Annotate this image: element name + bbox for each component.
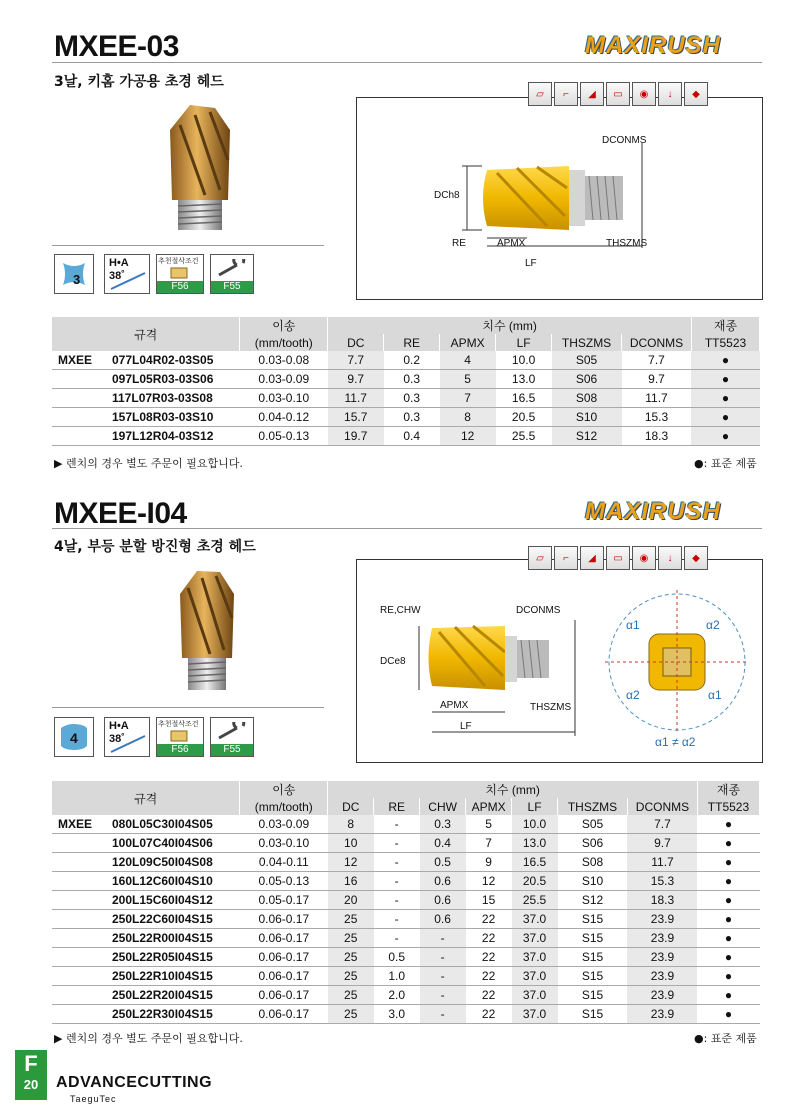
table-row bbox=[52, 967, 760, 986]
cell-re: 1.0 bbox=[374, 967, 420, 986]
label-thszms: THSZMS bbox=[530, 702, 572, 713]
cell-chw: 0.3 bbox=[420, 815, 466, 834]
table-row bbox=[52, 370, 760, 389]
cell-dconms: 23.9 bbox=[627, 929, 697, 948]
label-re: RE bbox=[452, 238, 466, 249]
cell-tt5523: ● bbox=[691, 389, 759, 408]
cell-chw: - bbox=[420, 1005, 466, 1024]
ramping-icon: ◢ bbox=[580, 82, 604, 106]
spec-code bbox=[52, 1005, 240, 1024]
spec-code-value: 097L05R03-03S06 bbox=[112, 372, 214, 386]
divider bbox=[52, 245, 324, 246]
cell-dc: 7.7 bbox=[328, 351, 384, 370]
label-dconms: DCONMS bbox=[516, 605, 561, 616]
shoulder-icon: ⌐ bbox=[554, 546, 578, 570]
label-thszms: THSZMS bbox=[606, 238, 648, 249]
condition-ref-f56: F56 bbox=[157, 281, 203, 293]
cell-thszms: S15 bbox=[558, 948, 628, 967]
cell-dconms: 18.3 bbox=[627, 891, 697, 910]
cutting-condition-icon bbox=[156, 717, 204, 757]
section1-title: MXEE-03 bbox=[54, 30, 179, 63]
cell-chw: 0.4 bbox=[420, 834, 466, 853]
cell-thszms: S15 bbox=[558, 967, 628, 986]
spec-code-value: 157L08R03-03S10 bbox=[112, 410, 214, 424]
spec-code bbox=[52, 910, 240, 929]
feed-value: 0.04-0.11 bbox=[240, 853, 328, 872]
feed-value: 0.05-0.17 bbox=[240, 891, 328, 910]
wrench-note-2: ▶ 렌치의 경우 별도 주문이 필요합니다. bbox=[54, 1032, 243, 1045]
table-row bbox=[52, 872, 760, 891]
cell-lf: 37.0 bbox=[512, 929, 558, 948]
cell-thszms: S12 bbox=[552, 427, 622, 446]
cell-lf: 25.5 bbox=[512, 891, 558, 910]
condition-ref-f56: F56 bbox=[157, 744, 203, 756]
feed-value: 0.03-0.09 bbox=[240, 815, 328, 834]
table-row bbox=[52, 929, 760, 948]
flute-count: 4 bbox=[70, 730, 78, 746]
label-apmx: APMX bbox=[440, 700, 469, 711]
cell-apmx: 15 bbox=[466, 891, 512, 910]
face-milling-icon: ▭ bbox=[606, 82, 630, 106]
feed-value: 0.05-0.13 bbox=[240, 427, 328, 446]
brand-sub: TaeguTec bbox=[70, 1094, 117, 1104]
cell-dconms: 11.7 bbox=[627, 853, 697, 872]
feed-value: 0.03-0.09 bbox=[240, 370, 328, 389]
spec-code bbox=[52, 815, 240, 834]
cell-re: 2.0 bbox=[374, 986, 420, 1005]
col-lf: LF bbox=[512, 798, 558, 815]
cell-dconms: 23.9 bbox=[627, 1005, 697, 1024]
col-grade: TT5523 bbox=[697, 798, 759, 815]
cell-dconms: 9.7 bbox=[627, 834, 697, 853]
cell-dconms: 18.3 bbox=[622, 427, 692, 446]
col-lf: LF bbox=[496, 334, 552, 351]
spec-prefix: MXEE bbox=[58, 353, 93, 367]
cell-apmx: 22 bbox=[466, 929, 512, 948]
spec-code bbox=[52, 929, 240, 948]
cell-chw: - bbox=[420, 986, 466, 1005]
cell-lf: 37.0 bbox=[512, 948, 558, 967]
cell-dconms: 9.7 bbox=[622, 370, 692, 389]
cell-apmx: 12 bbox=[440, 427, 496, 446]
table-row bbox=[52, 853, 760, 872]
cell-lf: 37.0 bbox=[512, 986, 558, 1005]
logo-text: MAXIRUSH bbox=[585, 32, 722, 59]
cell-tt5523: ● bbox=[697, 872, 759, 891]
label-re-chw: RE,CHW bbox=[380, 605, 421, 616]
cell-dc: 15.7 bbox=[328, 408, 384, 427]
header-grade: 재종 bbox=[691, 317, 759, 334]
cell-apmx: 22 bbox=[466, 948, 512, 967]
spec-code-value: 197L12R04-03S12 bbox=[112, 429, 214, 443]
cell-dconms: 23.9 bbox=[627, 986, 697, 1005]
cell-thszms: S10 bbox=[558, 872, 628, 891]
wrench-note-1: ▶ 렌치의 경우 별도 주문이 필요합니다. bbox=[54, 457, 243, 470]
cell-re: 0.5 bbox=[374, 948, 420, 967]
cell-dc: 16 bbox=[328, 872, 374, 891]
cell-re: - bbox=[374, 872, 420, 891]
cell-chw: - bbox=[420, 967, 466, 986]
col-grade: TT5523 bbox=[691, 334, 759, 351]
cell-lf: 37.0 bbox=[512, 967, 558, 986]
alpha-inequality: α1 ≠ α2 bbox=[655, 735, 696, 749]
spec-prefix: MXEE bbox=[58, 817, 93, 831]
helix-angle: 38˚ bbox=[109, 270, 125, 282]
cell-re: - bbox=[374, 929, 420, 948]
maxirush-logo bbox=[585, 32, 765, 60]
product-image-mxee03 bbox=[160, 100, 240, 235]
feed-value: 0.03-0.10 bbox=[240, 389, 328, 408]
flute-count: 3 bbox=[73, 272, 81, 287]
feed-value: 0.04-0.12 bbox=[240, 408, 328, 427]
spec-table-2 bbox=[52, 781, 760, 1024]
col-re: RE bbox=[374, 798, 420, 815]
cell-chw: 0.5 bbox=[420, 853, 466, 872]
cell-re: - bbox=[374, 910, 420, 929]
brand-logo: ADVANCECUTTING bbox=[56, 1074, 213, 1091]
cell-thszms: S06 bbox=[552, 370, 622, 389]
divider bbox=[52, 62, 762, 63]
diagram-drawing-2 bbox=[357, 560, 760, 760]
cell-thszms: S08 bbox=[558, 853, 628, 872]
cell-tt5523: ● bbox=[691, 408, 759, 427]
cell-re: 0.3 bbox=[384, 389, 440, 408]
cell-chw: 0.6 bbox=[420, 891, 466, 910]
section1-subtitle: 3날, 키홈 가공용 초경 헤드 bbox=[54, 74, 224, 90]
cell-re: 3.0 bbox=[374, 1005, 420, 1024]
cell-apmx: 22 bbox=[466, 1005, 512, 1024]
cell-tt5523: ● bbox=[691, 370, 759, 389]
cell-re: - bbox=[374, 891, 420, 910]
spec-code-value: 117L07R03-03S08 bbox=[112, 391, 213, 405]
cell-dc: 12 bbox=[328, 853, 374, 872]
spec-code-value: 250L22R05I04S15 bbox=[112, 950, 213, 964]
cell-re: 0.3 bbox=[384, 370, 440, 389]
cell-re: 0.3 bbox=[384, 408, 440, 427]
feed-value: 0.05-0.13 bbox=[240, 872, 328, 891]
cell-dc: 25 bbox=[328, 1005, 374, 1024]
cell-thszms: S06 bbox=[558, 834, 628, 853]
cell-thszms: S08 bbox=[552, 389, 622, 408]
table-row bbox=[52, 891, 760, 910]
wrench-icon bbox=[210, 254, 254, 294]
spec-code bbox=[52, 986, 240, 1005]
cell-apmx: 8 bbox=[440, 408, 496, 427]
spec-table-2-body bbox=[52, 815, 760, 1024]
cell-lf: 10.0 bbox=[512, 815, 558, 834]
cell-chw: 0.6 bbox=[420, 910, 466, 929]
spec-code bbox=[52, 948, 240, 967]
cell-dconms: 23.9 bbox=[627, 948, 697, 967]
cell-dc: 20 bbox=[328, 891, 374, 910]
spec-code-value: 200L15C60I04S12 bbox=[112, 893, 213, 907]
spec-code bbox=[52, 872, 240, 891]
flute-count-icon bbox=[54, 717, 94, 757]
flute-count-icon bbox=[54, 254, 94, 294]
cell-apmx: 4 bbox=[440, 351, 496, 370]
cell-tt5523: ● bbox=[697, 815, 759, 834]
table-row bbox=[52, 834, 760, 853]
spec-code-value: 250L22R00I04S15 bbox=[112, 931, 213, 945]
cell-re: 0.2 bbox=[384, 351, 440, 370]
spec-code bbox=[52, 967, 240, 986]
spec-code-value: 250L22R20I04S15 bbox=[112, 988, 213, 1002]
plunge-icon: ↓ bbox=[658, 546, 682, 570]
cell-dconms: 11.7 bbox=[622, 389, 692, 408]
cell-lf: 13.0 bbox=[512, 834, 558, 853]
cell-lf: 16.5 bbox=[512, 853, 558, 872]
label-dc: DCe8 bbox=[380, 656, 406, 667]
cell-re: - bbox=[374, 853, 420, 872]
spec-code bbox=[52, 891, 240, 910]
spec-code bbox=[52, 408, 240, 427]
alpha2-bottom: α2 bbox=[626, 688, 640, 702]
cell-tt5523: ● bbox=[691, 427, 759, 446]
cell-apmx: 22 bbox=[466, 986, 512, 1005]
cell-thszms: S05 bbox=[552, 351, 622, 370]
cell-lf: 37.0 bbox=[512, 1005, 558, 1024]
cell-re: - bbox=[374, 834, 420, 853]
wrench-icon bbox=[210, 717, 254, 757]
cell-apmx: 5 bbox=[440, 370, 496, 389]
spec-code bbox=[52, 351, 240, 370]
label-lf: LF bbox=[525, 258, 537, 269]
slotting-icon: ▱ bbox=[528, 546, 552, 570]
table-row bbox=[52, 351, 760, 370]
cell-tt5523: ● bbox=[697, 910, 759, 929]
cell-dc: 25 bbox=[328, 948, 374, 967]
product-image-mxeei04 bbox=[172, 566, 242, 696]
cell-tt5523: ● bbox=[691, 351, 759, 370]
cell-dc: 25 bbox=[328, 910, 374, 929]
diagram-drawing-1 bbox=[357, 98, 760, 297]
logo-text: MAXIRUSH bbox=[585, 498, 722, 525]
col-dconms: DCONMS bbox=[622, 334, 692, 351]
cell-lf: 20.5 bbox=[496, 408, 552, 427]
label-dconms: DCONMS bbox=[602, 135, 647, 146]
cell-tt5523: ● bbox=[697, 948, 759, 967]
table-row bbox=[52, 910, 760, 929]
cell-apmx: 7 bbox=[466, 834, 512, 853]
cell-lf: 13.0 bbox=[496, 370, 552, 389]
header-feed-unit: (mm/tooth) bbox=[240, 798, 328, 815]
shoulder-icon: ⌐ bbox=[554, 82, 578, 106]
helix-angle: 38˚ bbox=[109, 733, 125, 745]
cell-dconms: 7.7 bbox=[622, 351, 692, 370]
col-thszms: THSZMS bbox=[552, 334, 622, 351]
feed-value: 0.06-0.17 bbox=[240, 929, 328, 948]
header-dim: 치수 (mm) bbox=[328, 781, 698, 798]
helix-label: H•A bbox=[109, 720, 129, 732]
spec-code-value: 080L05C30I04S05 bbox=[112, 817, 213, 831]
cell-thszms: S15 bbox=[558, 986, 628, 1005]
alpha1-top: α1 bbox=[626, 618, 640, 632]
cell-apmx: 7 bbox=[440, 389, 496, 408]
spec-code bbox=[52, 427, 240, 446]
label-apmx: APMX bbox=[497, 238, 526, 249]
cell-lf: 16.5 bbox=[496, 389, 552, 408]
col-dconms: DCONMS bbox=[627, 798, 697, 815]
cell-thszms: S15 bbox=[558, 1005, 628, 1024]
helix-angle-icon bbox=[104, 717, 150, 757]
cell-tt5523: ● bbox=[697, 967, 759, 986]
spec-code bbox=[52, 389, 240, 408]
spec-code-value: 250L22R30I04S15 bbox=[112, 1007, 213, 1021]
cell-chw: - bbox=[420, 929, 466, 948]
col-dc: DC bbox=[328, 334, 384, 351]
ramping-icon: ◢ bbox=[580, 546, 604, 570]
cell-dc: 11.7 bbox=[328, 389, 384, 408]
spec-code-value: 250L22R10I04S15 bbox=[112, 969, 213, 983]
spec-code bbox=[52, 834, 240, 853]
divider bbox=[52, 528, 762, 529]
table-row bbox=[52, 948, 760, 967]
section-tab bbox=[15, 1050, 47, 1100]
helix-angle-icon bbox=[104, 254, 150, 294]
cell-apmx: 9 bbox=[466, 853, 512, 872]
cell-dconms: 15.3 bbox=[622, 408, 692, 427]
profile-icon: ◆ bbox=[684, 82, 708, 106]
header-grade: 재종 bbox=[697, 781, 759, 798]
spec-code bbox=[52, 853, 240, 872]
condition-ref-f55: F55 bbox=[211, 281, 253, 293]
condition-ref-f55: F55 bbox=[211, 744, 253, 756]
col-dc: DC bbox=[328, 798, 374, 815]
spec-code-value: 100L07C40I04S06 bbox=[112, 836, 213, 850]
cell-thszms: S12 bbox=[558, 891, 628, 910]
header-feed: 이송 bbox=[240, 781, 328, 798]
spec-table-1 bbox=[52, 317, 760, 446]
legend-note-2: ●: 표준 제품 bbox=[694, 1032, 757, 1045]
section2-subtitle: 4날, 부등 분할 방진형 초경 헤드 bbox=[54, 539, 256, 555]
table-row bbox=[52, 815, 760, 834]
cell-thszms: S15 bbox=[558, 910, 628, 929]
face-milling-icon: ▭ bbox=[606, 546, 630, 570]
section2-title: MXEE-I04 bbox=[54, 497, 187, 530]
table-row bbox=[52, 427, 760, 446]
section-letter: F bbox=[24, 1051, 38, 1076]
page-number: 20 bbox=[23, 1077, 39, 1092]
cell-dc: 25 bbox=[328, 967, 374, 986]
cell-thszms: S15 bbox=[558, 929, 628, 948]
label-dc: DCh8 bbox=[434, 190, 460, 201]
divider bbox=[52, 707, 324, 708]
feed-value: 0.06-0.17 bbox=[240, 1005, 328, 1024]
helix-label: H•A bbox=[109, 257, 129, 269]
cutting-condition-icon bbox=[156, 254, 204, 294]
header-feed-unit: (mm/tooth) bbox=[240, 334, 328, 351]
cell-lf: 20.5 bbox=[512, 872, 558, 891]
cell-lf: 25.5 bbox=[496, 427, 552, 446]
alpha2-top: α2 bbox=[706, 618, 720, 632]
cell-dc: 25 bbox=[328, 986, 374, 1005]
cell-tt5523: ● bbox=[697, 929, 759, 948]
alpha1-bottom: α1 bbox=[708, 688, 722, 702]
cutting-condition-label: 추천절삭조건 bbox=[158, 258, 199, 265]
cell-tt5523: ● bbox=[697, 1005, 759, 1024]
feed-value: 0.06-0.17 bbox=[240, 967, 328, 986]
plunge-icon: ↓ bbox=[658, 82, 682, 106]
cell-tt5523: ● bbox=[697, 853, 759, 872]
spec-table-1-body bbox=[52, 351, 760, 446]
cell-thszms: S05 bbox=[558, 815, 628, 834]
cell-tt5523: ● bbox=[697, 891, 759, 910]
cell-re: - bbox=[374, 815, 420, 834]
cell-apmx: 22 bbox=[466, 967, 512, 986]
spec-code-value: 077L04R02-03S05 bbox=[112, 353, 214, 367]
spec-code-value: 120L09C50I04S08 bbox=[112, 855, 213, 869]
header-spec: 규격 bbox=[52, 317, 240, 351]
cutting-condition-label: 추천절삭조건 bbox=[158, 721, 199, 728]
cell-lf: 10.0 bbox=[496, 351, 552, 370]
maxirush-logo bbox=[585, 498, 765, 526]
cell-lf: 37.0 bbox=[512, 910, 558, 929]
cell-apmx: 22 bbox=[466, 910, 512, 929]
cell-dc: 8 bbox=[328, 815, 374, 834]
cell-apmx: 12 bbox=[466, 872, 512, 891]
feed-value: 0.06-0.17 bbox=[240, 948, 328, 967]
spec-code bbox=[52, 370, 240, 389]
cell-dconms: 23.9 bbox=[627, 910, 697, 929]
col-apmx: APMX bbox=[466, 798, 512, 815]
feed-value: 0.03-0.08 bbox=[240, 351, 328, 370]
table-row bbox=[52, 986, 760, 1005]
col-chw: CHW bbox=[420, 798, 466, 815]
header-dim: 치수 (mm) bbox=[328, 317, 692, 334]
pocket-icon: ◉ bbox=[632, 82, 656, 106]
col-thszms: THSZMS bbox=[558, 798, 628, 815]
legend-note-1: ●: 표준 제품 bbox=[694, 457, 757, 470]
table-row bbox=[52, 1005, 760, 1024]
col-re: RE bbox=[384, 334, 440, 351]
cell-dconms: 7.7 bbox=[627, 815, 697, 834]
label-lf: LF bbox=[460, 721, 472, 732]
table-row bbox=[52, 408, 760, 427]
cell-tt5523: ● bbox=[697, 986, 759, 1005]
spec-code-value: 160L12C60I04S10 bbox=[112, 874, 213, 888]
pocket-icon: ◉ bbox=[632, 546, 656, 570]
feed-value: 0.03-0.10 bbox=[240, 834, 328, 853]
feed-value: 0.06-0.17 bbox=[240, 986, 328, 1005]
cell-chw: 0.6 bbox=[420, 872, 466, 891]
col-apmx: APMX bbox=[440, 334, 496, 351]
cell-tt5523: ● bbox=[697, 834, 759, 853]
header-spec: 규격 bbox=[52, 781, 240, 815]
table-row bbox=[52, 389, 760, 408]
cell-apmx: 5 bbox=[466, 815, 512, 834]
spec-code-value: 250L22C60I04S15 bbox=[112, 912, 213, 926]
profile-icon: ◆ bbox=[684, 546, 708, 570]
cell-dc: 9.7 bbox=[328, 370, 384, 389]
cell-dconms: 23.9 bbox=[627, 967, 697, 986]
cell-dc: 19.7 bbox=[328, 427, 384, 446]
cell-chw: - bbox=[420, 948, 466, 967]
slotting-icon: ▱ bbox=[528, 82, 552, 106]
feed-value: 0.06-0.17 bbox=[240, 910, 328, 929]
cell-thszms: S10 bbox=[552, 408, 622, 427]
cell-dc: 10 bbox=[328, 834, 374, 853]
cell-re: 0.4 bbox=[384, 427, 440, 446]
cell-dconms: 15.3 bbox=[627, 872, 697, 891]
cell-dc: 25 bbox=[328, 929, 374, 948]
header-feed: 이송 bbox=[240, 317, 328, 334]
